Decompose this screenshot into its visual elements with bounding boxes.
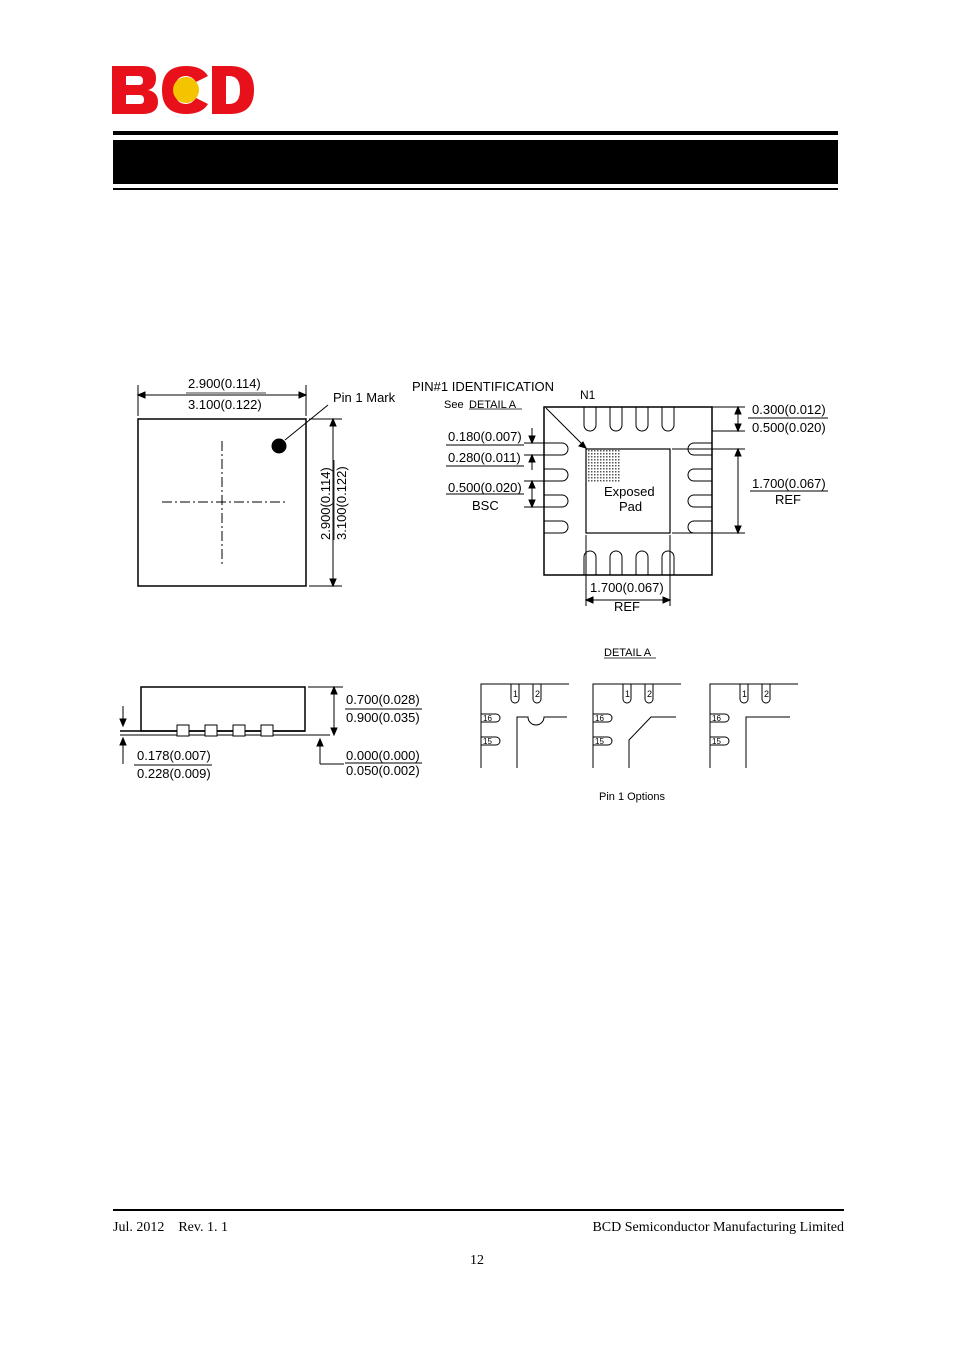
- detail-option-1: [481, 684, 569, 768]
- top-height-min: 2.900(0.114): [318, 467, 333, 540]
- pin-label-2: 2: [535, 689, 541, 699]
- lead-top: [662, 407, 674, 431]
- standoff-max: 0.050(0.002): [346, 763, 420, 778]
- side-lead: [233, 725, 245, 736]
- lead-top: [584, 407, 596, 431]
- pin-label-1: 1: [625, 689, 631, 699]
- pin-label-1: 1: [513, 689, 519, 699]
- detail-option-3: [710, 684, 798, 768]
- pitch-bsc: BSC: [472, 498, 499, 513]
- detail-a-title: DETAIL A: [604, 647, 652, 659]
- lead-right: [688, 469, 712, 481]
- pitch-value: 0.500(0.020): [448, 480, 522, 495]
- pin-label-15: 15: [712, 737, 721, 746]
- side-lead: [261, 725, 273, 736]
- lead-left: [544, 495, 568, 507]
- side-lead: [177, 725, 189, 736]
- footer-company: BCD Semiconductor Manufacturing Limited: [592, 1220, 844, 1235]
- top-width-min: 2.900(0.114): [188, 376, 261, 391]
- pin-label-15: 15: [483, 737, 492, 746]
- pad-height: 1.700(0.067): [752, 476, 826, 491]
- n1-label: N1: [580, 388, 596, 402]
- see-detail-link: DETAIL A: [469, 399, 517, 411]
- lead-bottom: [610, 551, 622, 575]
- lead-top: [610, 407, 622, 431]
- footer-rule: [113, 1209, 844, 1211]
- lead-thk-max: 0.228(0.009): [137, 766, 211, 781]
- lead-width-min: 0.180(0.007): [448, 429, 522, 444]
- body-h-max: 0.900(0.035): [346, 710, 420, 725]
- top-height-max: 3.100(0.122): [334, 466, 349, 540]
- detail-option-2: [593, 684, 681, 768]
- pin-label-15: 15: [595, 737, 604, 746]
- pad-width: 1.700(0.067): [590, 580, 664, 595]
- lead-len-max: 0.500(0.020): [752, 420, 826, 435]
- pin-label-1: 1: [742, 689, 748, 699]
- side-lead: [205, 725, 217, 736]
- page-number: 12: [470, 1253, 484, 1268]
- pad-label: Pad: [619, 499, 643, 514]
- pin-label-16: 16: [483, 714, 492, 723]
- pin-label-16: 16: [595, 714, 604, 723]
- lead-right: [688, 495, 712, 507]
- pin-label-16: 16: [712, 714, 721, 723]
- lead-right: [688, 521, 712, 533]
- side-view-body: [141, 687, 305, 731]
- see-prefix: See: [444, 399, 464, 411]
- pin1-mark-dot: [272, 439, 286, 453]
- top-width-max: 3.100(0.122): [188, 397, 262, 412]
- lead-bottom: [662, 551, 674, 575]
- body-h-min: 0.700(0.028): [346, 692, 420, 707]
- pad-height-ref: REF: [775, 492, 801, 507]
- lead-left: [544, 469, 568, 481]
- pin-label-2: 2: [647, 689, 653, 699]
- top-view: [138, 385, 342, 586]
- standoff-min: 0.000(0.000): [346, 748, 420, 763]
- pin1-options-caption: Pin 1 Options: [599, 791, 666, 803]
- lead-len-min: 0.300(0.012): [752, 402, 826, 417]
- lead-top: [636, 407, 648, 431]
- lead-left: [544, 521, 568, 533]
- pin1-mark-label: Pin 1 Mark: [333, 390, 396, 405]
- exposed-label: Exposed: [604, 484, 655, 499]
- lead-bottom: [636, 551, 648, 575]
- pin1-chamfer-hatch: [587, 450, 620, 482]
- lead-left: [544, 443, 568, 455]
- footer-date-rev: Jul. 2012 Rev. 1. 1: [113, 1220, 228, 1235]
- pad-width-ref: REF: [614, 599, 640, 614]
- pin-id-title: PIN#1 IDENTIFICATION: [412, 379, 555, 394]
- pin-label-2: 2: [764, 689, 770, 699]
- lead-width-max: 0.280(0.011): [448, 450, 521, 465]
- lead-thk-min: 0.178(0.007): [137, 748, 211, 763]
